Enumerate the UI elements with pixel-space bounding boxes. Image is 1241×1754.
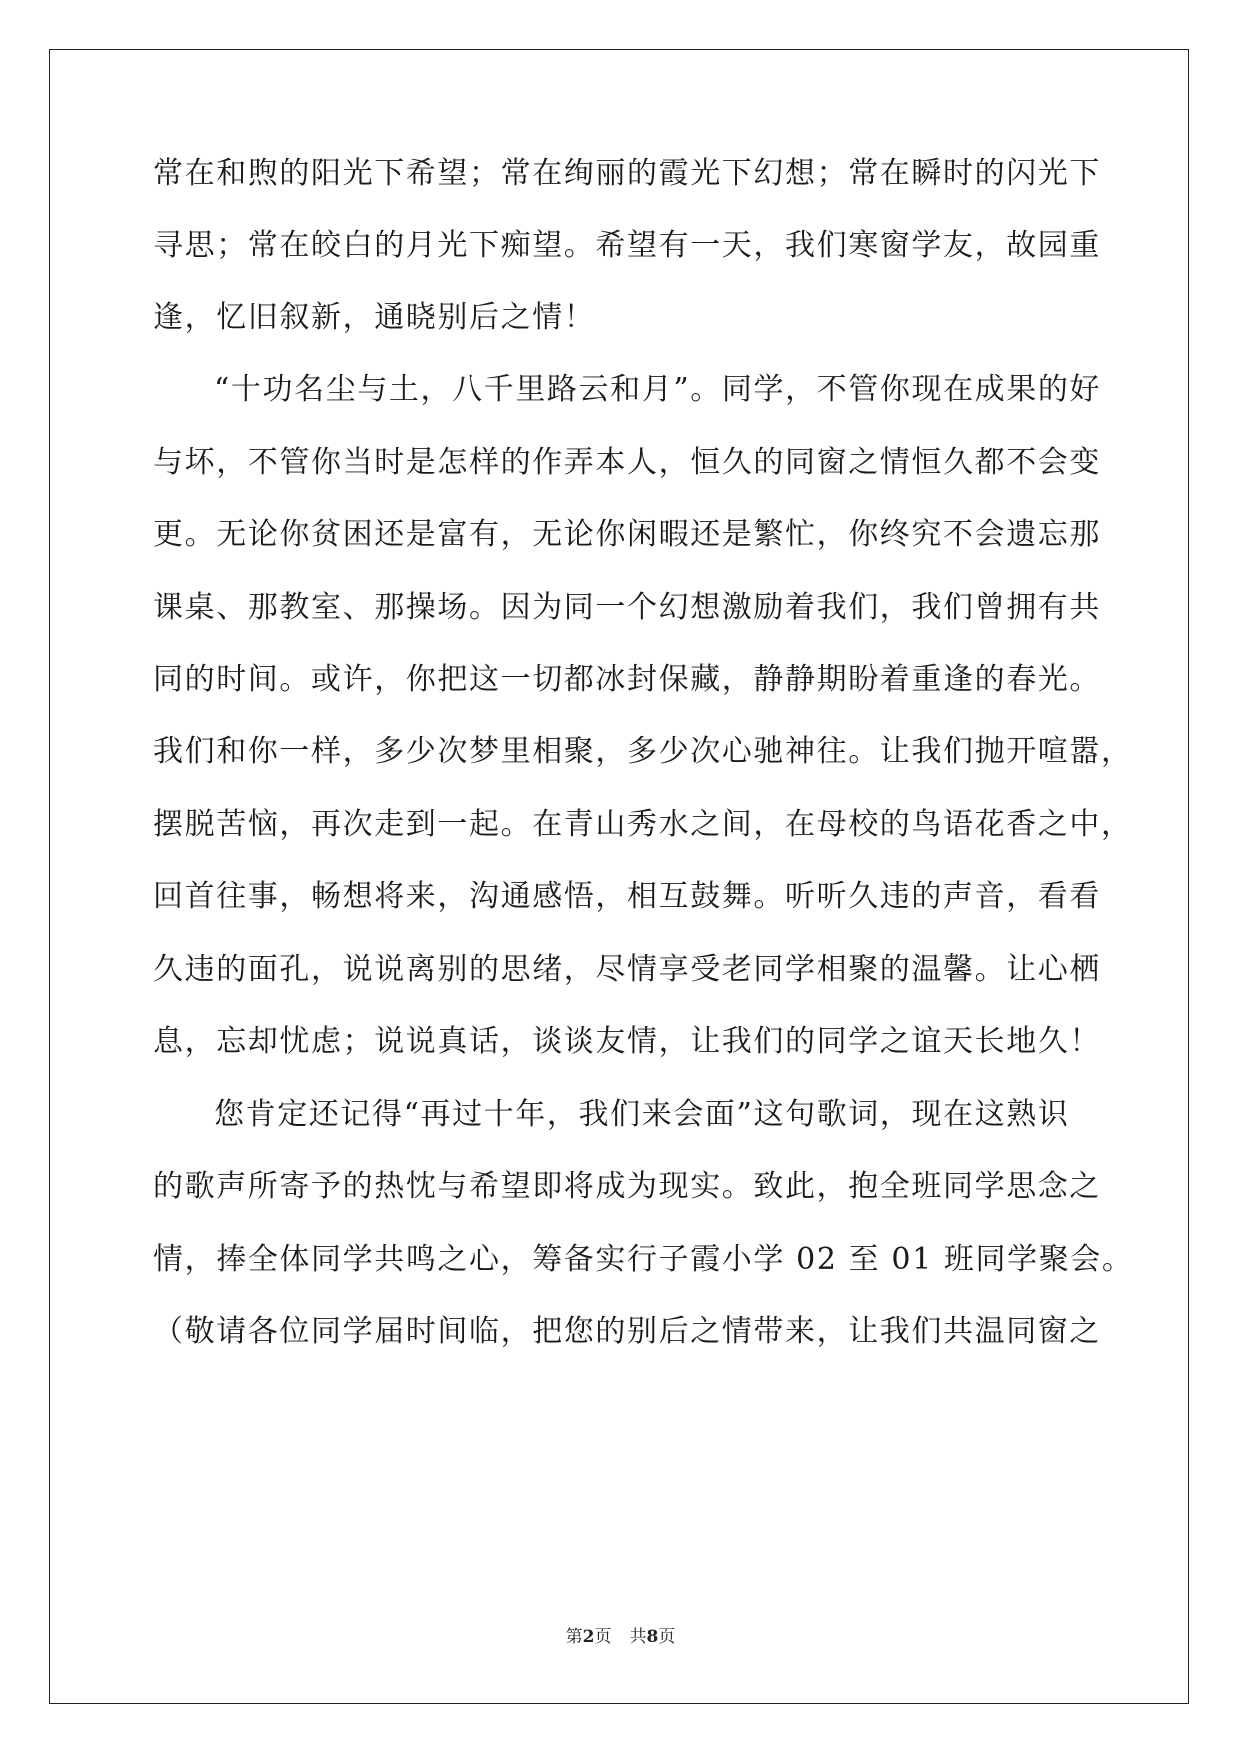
body-text-line: 回首往事，畅想将来，沟通感悟，相互鼓舞。听听久违的声音，看看 [153, 879, 1101, 914]
total-page-count: 8 [646, 1627, 659, 1647]
body-text-line: 久违的面孔，说说离别的思绪，尽情享受老同学相聚的温馨。让心栖 [153, 952, 1101, 987]
body-text-line: 息，忘却忧虑；说说真话，谈谈友情，让我们的同学之谊天长地久！ [153, 1024, 1101, 1059]
body-text-line: 情，捧全体同学共鸣之心，筹备实行子霞小学 02 至 01 班同学聚会。 [153, 1242, 1134, 1277]
body-text-line: 同的时间。或许，你把这一切都冰封保藏，静静期盼着重逢的春光。 [153, 662, 1101, 697]
page-prefix: 第 [565, 1627, 583, 1647]
page-suffix: 页 [594, 1627, 612, 1647]
body-text-line: （敬请各位同学届时间临，把您的别后之情带来，让我们共温同窗之 [153, 1314, 1101, 1349]
body-text-line: 逢，忆旧叙新，通晓别后之情！ [153, 300, 596, 335]
body-text-line: 的歌声所寄予的热忱与希望即将成为现实。致此，抱全班同学思念之 [153, 1169, 1101, 1204]
body-text-line: 常在和煦的阳光下希望；常在绚丽的霞光下幻想；常在瞬时的闪光下 [153, 156, 1101, 191]
total-prefix: 共 [629, 1627, 647, 1647]
body-text-line: 与坏，不管你当时是怎样的作弄本人，恒久的同窗之情恒久都不会变 [153, 445, 1101, 480]
body-text-line: 我们和你一样，多少次梦里相聚，多少次心驰神往。让我们抛开喧嚣， [153, 734, 1133, 769]
body-text-line: 寻思；常在皎白的月光下痴望。希望有一天，我们寒窗学友，故园重 [153, 228, 1101, 263]
body-text-line: 更。无论你贫困还是富有，无论你闲暇还是繁忙，你终究不会遗忘那 [153, 517, 1101, 552]
paragraph-start-line: “十功名尘与土，八千里路云和月”。同学，不管你现在成果的好 [214, 372, 1102, 407]
page-footer [0, 1626, 1241, 1648]
paragraph-start-line: 您肯定还记得“再过十年，我们来会面”这句歌词，现在这熟识 [214, 1097, 1070, 1132]
body-text-line: 摆脱苦恼，再次走到一起。在青山秀水之间，在母校的鸟语花香之中， [153, 807, 1133, 842]
total-suffix: 页 [658, 1627, 676, 1647]
body-text-line: 课桌、那教室、那操场。因为同一个幻想激励着我们，我们曾拥有共 [153, 590, 1101, 625]
current-page-number: 2 [582, 1627, 595, 1647]
